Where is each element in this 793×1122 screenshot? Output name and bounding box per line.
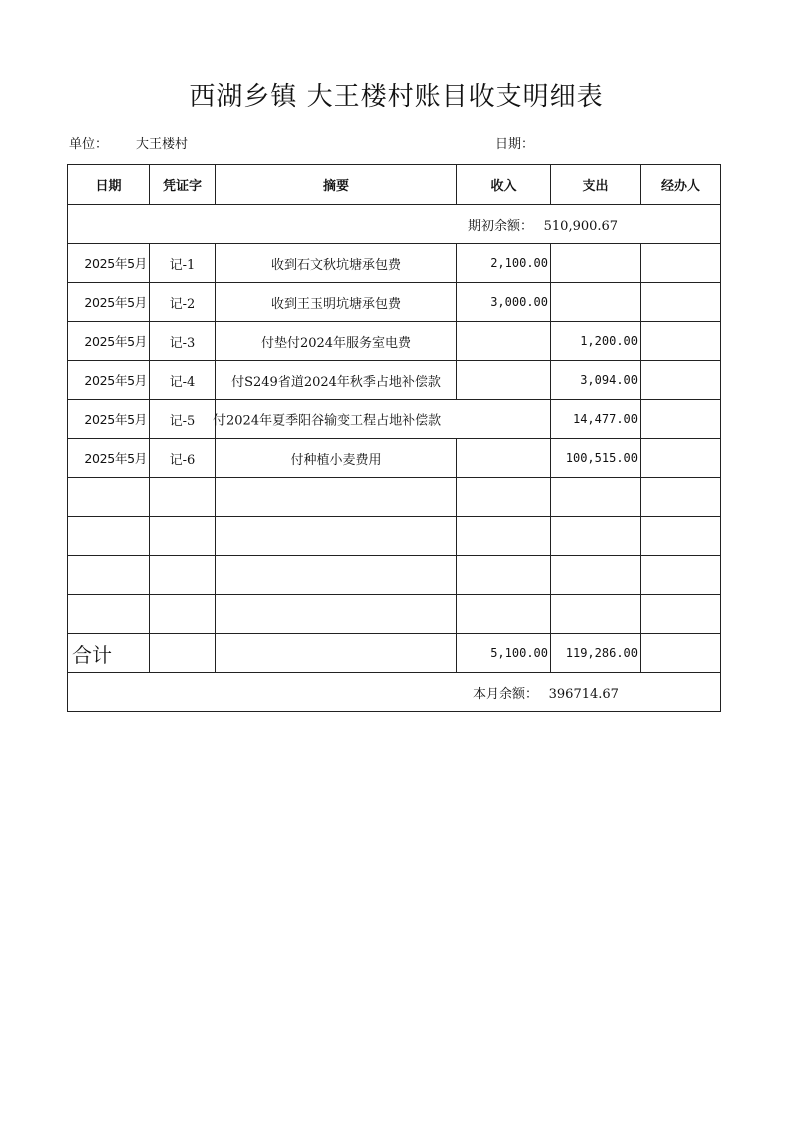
page-title: 西湖乡镇 大王楼村账目收支明细表	[189, 82, 604, 112]
row-date: 2025年5月	[68, 361, 150, 400]
closing-balance: 本月余额： 396714.67	[68, 673, 721, 712]
row-voucher: 记-2	[150, 283, 216, 322]
row-voucher: 记-6	[150, 439, 216, 478]
row-income	[457, 361, 551, 400]
total-expense: 119,286.00	[551, 634, 641, 673]
row-expense: 1,200.00	[551, 322, 641, 361]
empty-row	[68, 595, 721, 634]
header-handler: 经办人	[641, 165, 721, 205]
row-expense: 3,094.00	[551, 361, 641, 400]
row-handler	[641, 400, 721, 439]
header-voucher: 凭证字	[150, 165, 216, 205]
total-income: 5,100.00	[457, 634, 551, 673]
row-summary: 付2024年夏季阳谷输变工程占地补偿款	[213, 413, 442, 429]
unit-label: 单位：	[69, 137, 109, 152]
row-expense: 14,477.00	[551, 400, 641, 439]
row-handler	[641, 322, 721, 361]
row-expense: 100,515.00	[551, 439, 641, 478]
row-date: 2025年5月	[68, 244, 150, 283]
opening-balance: 期初余额： 510,900.67	[68, 205, 721, 244]
row-income: 3,000.00	[457, 283, 551, 322]
row-date: 2025年5月	[68, 439, 150, 478]
empty-row	[68, 478, 721, 517]
table-row	[68, 244, 721, 283]
row-handler	[641, 439, 721, 478]
row-expense	[551, 283, 641, 322]
unit-value: 大王楼村	[136, 137, 189, 152]
table-row	[68, 400, 721, 439]
row-summary-cell	[213, 400, 551, 439]
table-row	[68, 361, 721, 400]
table-row	[68, 439, 721, 478]
row-summary: 收到王玉明坑塘承包费	[216, 283, 457, 322]
header-income: 收入	[457, 165, 551, 205]
row-expense	[551, 244, 641, 283]
total-row	[68, 634, 721, 673]
row-summary: 付种植小麦费用	[216, 439, 457, 478]
row-voucher: 记-5	[150, 400, 216, 439]
row-handler	[641, 283, 721, 322]
empty-row	[68, 517, 721, 556]
empty-row	[68, 556, 721, 595]
row-voucher: 记-1	[150, 244, 216, 283]
row-handler	[641, 244, 721, 283]
row-handler	[641, 361, 721, 400]
row-voucher: 记-3	[150, 322, 216, 361]
header-date: 日期	[68, 165, 150, 205]
row-voucher: 记-4	[150, 361, 216, 400]
header-summary: 摘要	[216, 165, 457, 205]
row-summary: 付垫付2024年服务室电费	[216, 322, 457, 361]
table-row	[68, 283, 721, 322]
closing-balance-row	[68, 673, 721, 712]
row-income	[457, 439, 551, 478]
row-income	[457, 322, 551, 361]
row-summary: 付S249省道2024年秋季占地补偿款	[216, 361, 457, 400]
row-date: 2025年5月	[68, 400, 150, 439]
total-label: 合计	[68, 634, 150, 673]
row-summary: 收到石文秋坑塘承包费	[216, 244, 457, 283]
header-row	[68, 165, 721, 205]
opening-balance-row	[68, 205, 721, 244]
table-row	[68, 322, 721, 361]
header-expense: 支出	[551, 165, 641, 205]
ledger-table	[67, 164, 721, 712]
row-income: 2,100.00	[457, 244, 551, 283]
row-date: 2025年5月	[68, 283, 150, 322]
row-date: 2025年5月	[68, 322, 150, 361]
date-label: 日期：	[495, 137, 535, 152]
